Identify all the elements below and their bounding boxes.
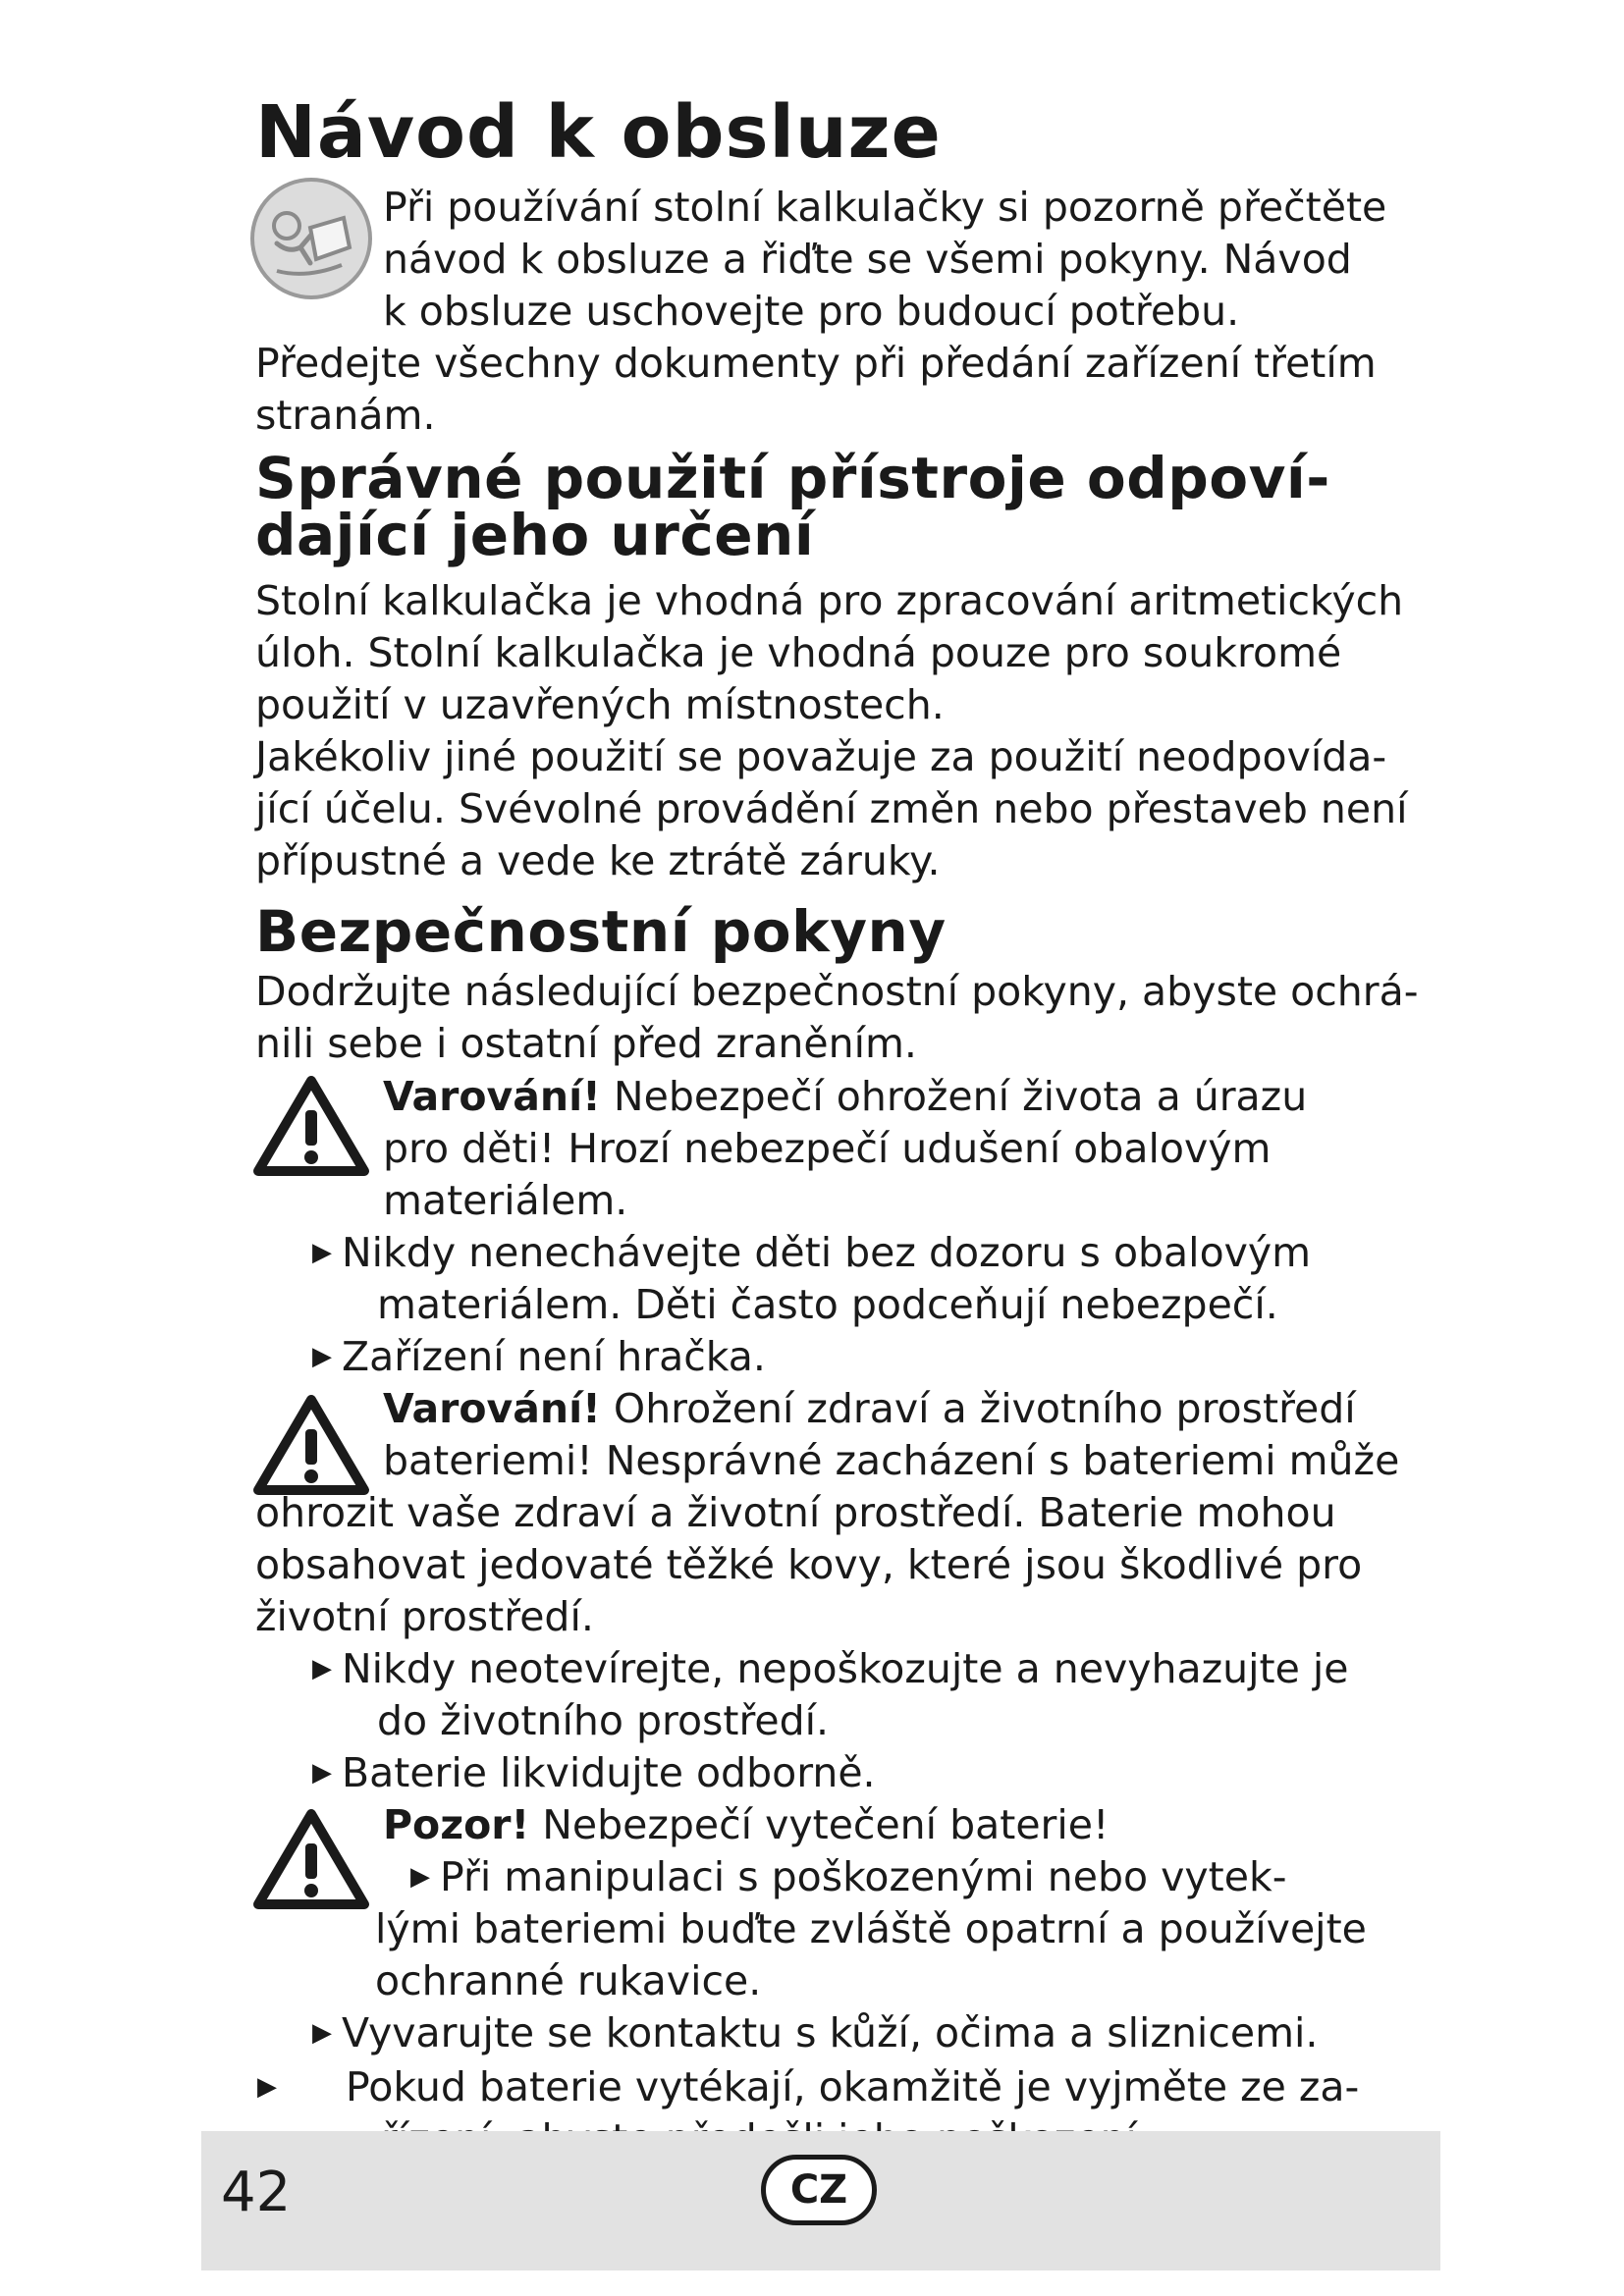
bullet-arrow-icon: ▶ (410, 1862, 430, 1892)
warning-label: Varování! (383, 1385, 601, 1432)
warning-2-text: Varování! Ohrožení zdraví a životního prostředí bateriemi! Nesprávné zacházení s bateriemi může (383, 1385, 1400, 1484)
intended-use-text: Stolní kalkulačka je vhodná pro zpracování aritmetických úloh. Stolní kalkulačka je vhodná pouze pro soukromé použití v uzavřených místnostech. Jakékoliv jiné použití se považuje za použití neodpovída- jící účelu. Svévolné provádění změn nebo přestaveb není přípustné a vede ke ztrátě záruky. (255, 577, 1408, 884)
warning-1-text: Varování! Nebezpečí ohrožení života a úrazu pro děti! Hrozí nebezpečí udušení obalovým materiálem. (383, 1073, 1308, 1224)
read-manual-icon (247, 175, 375, 302)
section-heading-safety: Bezpečnostní pokyny (255, 898, 947, 965)
intro-text: Předejte všechny dokumenty při předání zařízení třetím stranám. (255, 340, 1377, 439)
list-item: ▶ Nikdy neotevírejte, nepoškozujte a nevyhazujte je do životního prostředí. (312, 1645, 1349, 1744)
list-item: ▶ Vyvarujte se kontaktu s kůží, očima a sliznicemi. (312, 2007, 1318, 2059)
list-item: ▶ Baterie likvidujte odborně. (312, 1747, 876, 1799)
list-item: ▶ Pokud baterie vytékají, okamžitě je vyjměte ze za- (257, 2061, 1359, 2165)
warning-2-continued-text: ohrozit vaše zdraví a životní prostředí. Baterie mohou obsahovat jedovaté těžké kovy, které jsou škodlivé pro životní prostředí. (255, 1489, 1363, 1640)
bullet-arrow-icon: ▶ (257, 2072, 277, 2102)
list-item: ▶ Nikdy nenechávejte děti bez dozoru s obalovým materiálem. Děti často podceňují nebezpečí. (312, 1229, 1312, 1328)
bullet-arrow-icon: ▶ (312, 1342, 332, 1371)
warning-icon (251, 1073, 371, 1179)
country-code-badge: CZ (761, 2155, 877, 2225)
warning-icon (251, 1392, 371, 1498)
warning-label: Varování! (383, 1073, 601, 1120)
caution-label: Pozor! (383, 1801, 530, 1848)
section-heading-intended-use: Správné použití přístroje odpoví- dající jeho určení (255, 445, 1330, 568)
caution-continued-text: lými bateriemi buďte zvláště opatrní a používejte ochranné rukavice. (375, 1905, 1367, 2004)
warning-icon (251, 1806, 371, 1912)
intro-indented-text: Při používání stolní kalkulačky si pozorně přečtěte návod k obsluze a řiďte se všemi pokyny. Návod k obsluze uschovejte pro budoucí potřebu. (383, 184, 1387, 335)
bullet-arrow-icon: ▶ (312, 1238, 332, 1267)
caution-text: Pozor! Nebezpečí vytečení baterie! ▶ Při manipulaci s poškozenými nebo vytek- (383, 1799, 1287, 1903)
page-title: Návod k obsluze (255, 90, 942, 175)
bullet-arrow-icon: ▶ (312, 2018, 332, 2048)
bullet-arrow-icon: ▶ (312, 1758, 332, 1788)
bullet-arrow-icon: ▶ (312, 1654, 332, 1683)
page-number: 42 (221, 2161, 292, 2224)
list-item: ▶ Zařízení není hračka. (312, 1331, 766, 1383)
safety-intro-text: Dodržujte následující bezpečnostní pokyny, abyste ochrá- nili sebe i ostatní před zraněním. (255, 968, 1419, 1067)
page-footer (201, 2131, 1440, 2270)
